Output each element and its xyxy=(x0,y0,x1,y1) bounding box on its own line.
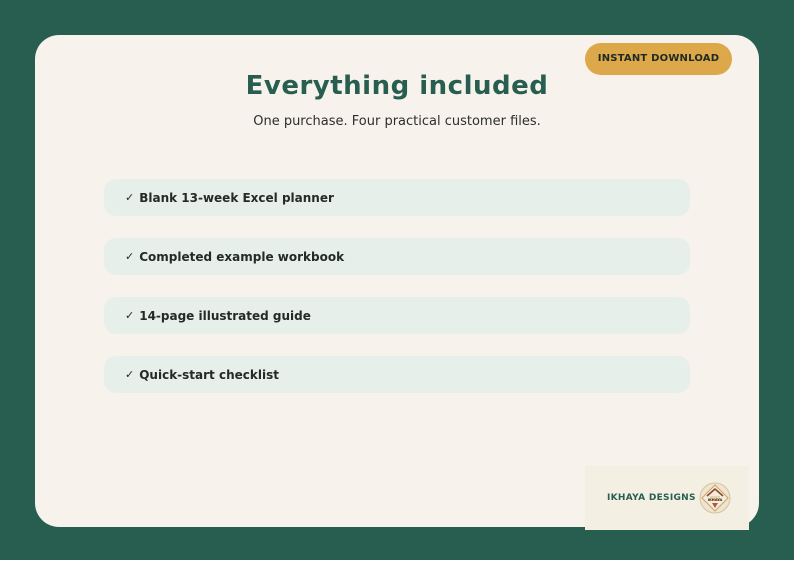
brand-footer xyxy=(585,466,749,530)
logo-text: IKHAYA xyxy=(707,498,723,502)
features-list xyxy=(104,179,690,415)
feature-item xyxy=(104,238,690,275)
feature-label: Completed example workbook xyxy=(139,249,345,264)
feature-label: Blank 13-week Excel planner xyxy=(139,190,334,205)
feature-label: Quick-start checklist xyxy=(139,367,279,382)
check-icon: ✓ xyxy=(125,250,135,263)
instant-download-badge: INSTANT DOWNLOAD xyxy=(585,43,732,75)
feature-label: 14-page illustrated guide xyxy=(139,308,311,323)
brand-name: IKHAYA DESIGNS xyxy=(607,493,696,503)
feature-item xyxy=(104,179,690,216)
house-emblem-icon xyxy=(699,482,731,514)
page-subtitle: One purchase. Four practical customer files. xyxy=(253,114,541,129)
page-title: Everything included xyxy=(245,71,549,101)
feature-item xyxy=(104,356,690,393)
check-icon: ✓ xyxy=(125,368,135,381)
check-icon: ✓ xyxy=(125,309,135,322)
check-icon: ✓ xyxy=(125,191,135,204)
feature-item xyxy=(104,297,690,334)
